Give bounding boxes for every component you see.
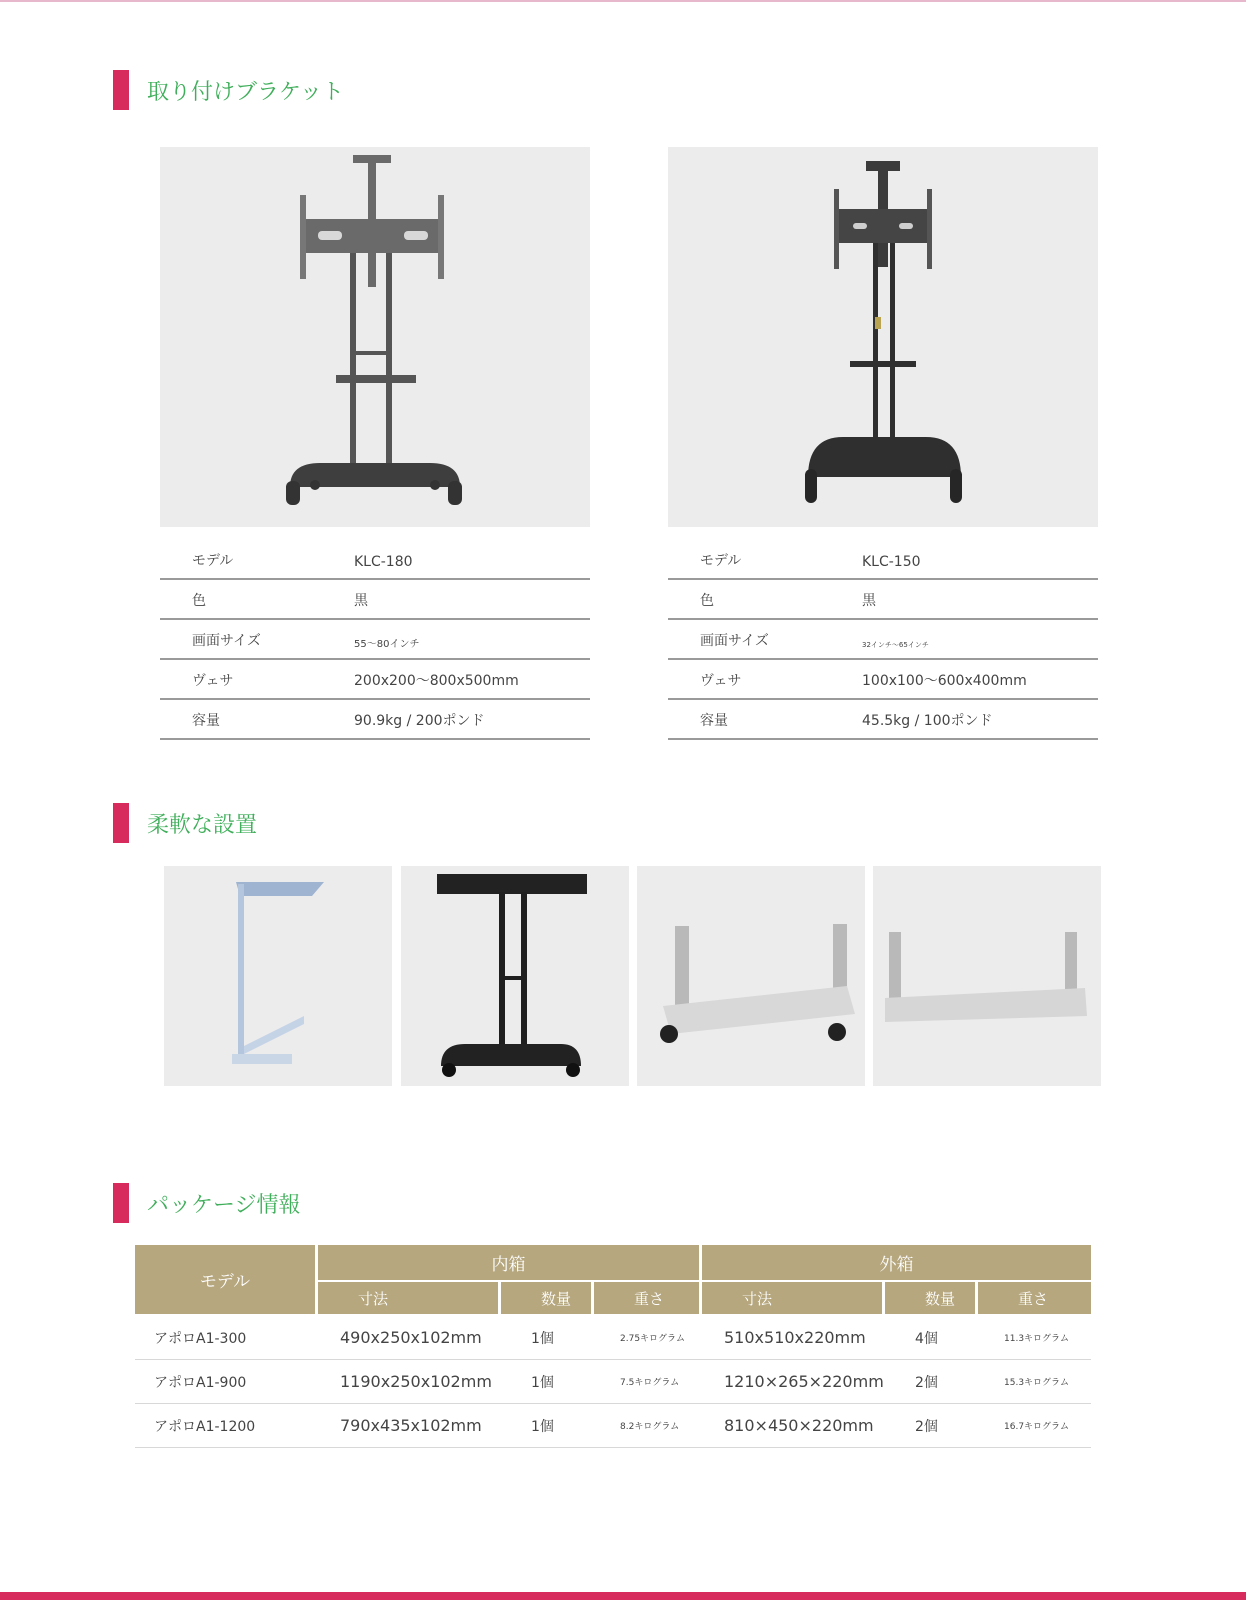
section-marker [113, 1183, 129, 1223]
section-title: 柔軟な設置 [147, 812, 258, 838]
spec-label: 容量 [700, 713, 728, 729]
spec-row [668, 620, 1098, 660]
cell-model: アポロA1-300 [135, 1316, 318, 1360]
tv-stand-klc180-photo [160, 147, 590, 527]
cell-outer-dimension: 810×450×220mm [702, 1404, 885, 1448]
spec-value: 100x100〜600x400mm [862, 673, 1027, 689]
spec-label: 容量 [192, 713, 220, 729]
cell-outer-dimension: 1210×265×220mm [702, 1360, 885, 1404]
spec-row [160, 620, 590, 660]
spec-label: 画面サイズ [192, 633, 261, 649]
spec-row [160, 540, 590, 580]
spec-label: モデル [192, 553, 234, 569]
table-row [135, 1404, 1091, 1448]
cell-inner-dimension: 490x250x102mm [318, 1316, 501, 1360]
spec-row [668, 580, 1098, 620]
spec-label: ヴェサ [192, 673, 234, 689]
header-outer-weight: 重さ [978, 1282, 1091, 1316]
table-row [135, 1316, 1091, 1360]
bottom-accent-bar [0, 1592, 1246, 1600]
tv-stand-klc150-photo [668, 147, 1098, 527]
spec-row [160, 580, 590, 620]
cell-outer-weight: 11.3キログラム [978, 1316, 1091, 1360]
top-accent-line [0, 0, 1246, 2]
header-inner-weight: 重さ [594, 1282, 702, 1316]
cell-outer-weight: 16.7キログラム [978, 1404, 1091, 1448]
cell-outer-quantity: 4個 [885, 1316, 978, 1360]
cell-model: アポロA1-1200 [135, 1404, 318, 1448]
spec-table-klc150 [668, 540, 1098, 740]
spec-label: 色 [700, 593, 714, 609]
spec-label: 色 [192, 593, 206, 609]
cell-inner-dimension: 790x435x102mm [318, 1404, 501, 1448]
spec-value: KLC-150 [862, 554, 921, 570]
section-title: パッケージ情報 [147, 1192, 301, 1218]
cell-outer-dimension: 510x510x220mm [702, 1316, 885, 1360]
cell-inner-dimension: 1190x250x102mm [318, 1360, 501, 1404]
section-header-package [113, 1183, 301, 1223]
header-outer-quantity: 数量 [885, 1282, 978, 1316]
front-view-stand-photo [401, 866, 629, 1086]
side-view-stand-photo [164, 866, 392, 1086]
spec-value: 32インチ〜65インチ [862, 641, 929, 649]
spec-value: 200x200〜800x500mm [354, 673, 519, 689]
header-inner-box: 内箱 [318, 1245, 702, 1282]
section-marker [113, 70, 129, 110]
section-marker [113, 803, 129, 843]
cell-outer-quantity: 2個 [885, 1404, 978, 1448]
cell-inner-quantity: 1個 [501, 1360, 594, 1404]
cell-inner-weight: 8.2キログラム [594, 1404, 702, 1448]
spec-table-klc180 [160, 540, 590, 740]
spec-value: 90.9kg / 200ポンド [354, 713, 485, 729]
spec-row [668, 660, 1098, 700]
base-without-wheels-photo [873, 866, 1101, 1086]
spec-label: ヴェサ [700, 673, 742, 689]
section-header-install [113, 803, 257, 843]
spec-row [668, 540, 1098, 580]
base-with-wheels-photo [637, 866, 865, 1086]
spec-value: 55〜80インチ [354, 639, 420, 650]
spec-value: 黒 [354, 593, 368, 609]
package-table [135, 1245, 1091, 1448]
cell-inner-weight: 2.75キログラム [594, 1316, 702, 1360]
spec-row [160, 660, 590, 700]
header-inner-quantity: 数量 [501, 1282, 594, 1316]
spec-label: モデル [700, 553, 742, 569]
cell-outer-weight: 15.3キログラム [978, 1360, 1091, 1404]
section-title: 取り付けブラケット [147, 79, 344, 105]
spec-row [668, 700, 1098, 740]
header-outer-box: 外箱 [702, 1245, 1091, 1282]
spec-value: 45.5kg / 100ポンド [862, 713, 993, 729]
cell-inner-weight: 7.5キログラム [594, 1360, 702, 1404]
cell-outer-quantity: 2個 [885, 1360, 978, 1404]
cell-model: アポロA1-900 [135, 1360, 318, 1404]
spec-label: 画面サイズ [700, 633, 769, 649]
cell-inner-quantity: 1個 [501, 1316, 594, 1360]
spec-row [160, 700, 590, 740]
header-inner-dimension: 寸法 [318, 1282, 501, 1316]
section-header-bracket [113, 70, 344, 110]
table-row [135, 1360, 1091, 1404]
spec-value: 黒 [862, 593, 876, 609]
cell-inner-quantity: 1個 [501, 1404, 594, 1448]
spec-value: KLC-180 [354, 554, 413, 570]
header-outer-dimension: 寸法 [702, 1282, 885, 1316]
header-model: モデル [135, 1245, 318, 1316]
